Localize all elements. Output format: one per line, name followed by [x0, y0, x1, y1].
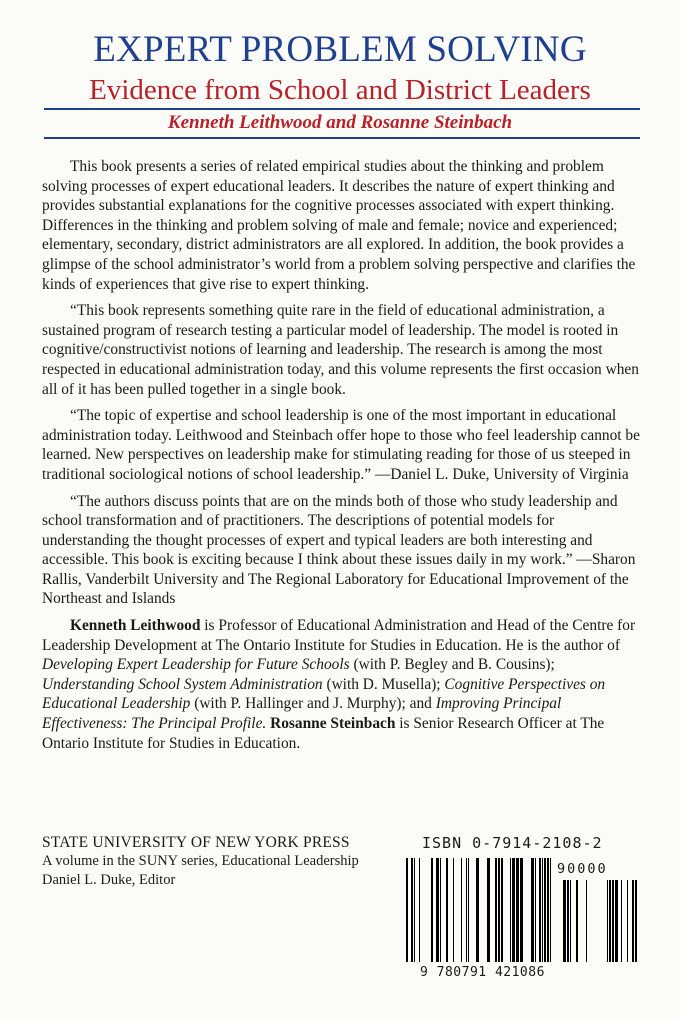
barcode-bar — [431, 858, 433, 962]
review-quote-1: “This book represents something quite rare in the field of educational administration, a sustained program of research testing a particular model of leadership. The model is rooted in cognitive/constructivist notions of learning and leadership. The research is among the most respected in educational administration today, and this volume represents the first occasion when all of it has been pulled together in a single book. — [42, 302, 639, 398]
barcode-bar — [440, 858, 441, 962]
barcode-bar — [576, 880, 578, 962]
barcode-bar — [510, 858, 511, 962]
barcode-bar — [621, 880, 622, 962]
barcode-bar — [535, 858, 536, 962]
editor-line: Daniel L. Duke, Editor — [42, 872, 176, 888]
review-quote-3: “The authors discuss points that are on the minds both of those who study leadership and school transformation and of practitioners. The descriptions of potential models for understanding the thought processes of expert and typical leaders are both interesting and accessible. This book is exciting because I think about these issues daily in my work.” —Sharon Rallis, Vanderbilt University and The Regional Laboratory for Educational Improvement of the Northeast and Islands — [42, 492, 636, 608]
barcode-bar — [498, 858, 500, 962]
barcode-bar — [406, 858, 408, 962]
barcode-bar — [609, 880, 611, 962]
ean-number: 9 780791 421086 — [420, 965, 545, 980]
barcode-bar — [615, 880, 618, 962]
barcode-bar — [453, 858, 454, 962]
back-cover-text — [42, 157, 642, 760]
barcode-area — [404, 834, 641, 984]
barcode-bar — [531, 858, 534, 962]
barcode-bar — [547, 858, 549, 962]
barcode-bar — [520, 858, 523, 962]
barcode-bar — [495, 858, 497, 962]
barcode-bar — [635, 880, 637, 962]
barcode-bar — [476, 858, 479, 962]
barcode-bar — [563, 880, 566, 962]
series-line: A volume in the SUNY series, Educational Leadership — [42, 853, 359, 869]
barcode-bar — [461, 858, 462, 962]
title-rule-top — [44, 108, 640, 110]
barcode-bar — [544, 858, 546, 962]
review-quote-2: “The topic of expertise and school leadership is one of the most important in educational administration today. Leithwood and Steinbach offer hope to those who feel leadership cannot be learned. New perspectives on leadership make for stimulating reading for those of us steeped in traditional sociological notions of school leadership.” —Daniel L. Duke, University of Virginia — [42, 407, 640, 483]
barcode-bar — [436, 858, 439, 962]
barcode-bar — [627, 880, 628, 962]
title-rule-bottom — [44, 137, 640, 139]
author-name-2: Rosanne Steinbach — [270, 715, 396, 733]
barcode-bar — [586, 880, 587, 962]
book-subtitle: Evidence from School and District Leaders — [89, 74, 591, 106]
barcode-bar — [570, 880, 571, 962]
author-name-1: Kenneth Leithwood — [70, 617, 201, 635]
barcode-bar — [612, 880, 614, 962]
barcode-bar — [446, 858, 448, 962]
isbn-label: ISBN 0-7914-2108-2 — [422, 834, 603, 852]
barcode-bar — [607, 880, 608, 962]
barcode-bar — [419, 858, 420, 962]
book-ref-3: Cognitive Perspectives on Educational Leadership — [42, 675, 606, 713]
publisher-name: STATE UNIVERSITY OF NEW YORK PRESS — [42, 834, 350, 851]
price-code: 90000 — [557, 861, 608, 877]
barcode-bar — [542, 858, 543, 962]
barcode-bar — [632, 880, 634, 962]
publisher-block — [42, 833, 402, 890]
book-authors: Kenneth Leithwood and Rosanne Steinbach — [167, 112, 513, 133]
barcode-bar — [550, 858, 551, 962]
book-title: EXPERT PROBLEM SOLVING — [93, 29, 587, 70]
barcode-bar — [414, 858, 415, 962]
book-ref-1: Developing Expert Leadership for Future Schools — [42, 656, 350, 674]
book-ref-2: Understanding School System Administration — [42, 675, 323, 693]
barcode-bar — [487, 858, 490, 962]
book-ref-4: Improving Principal Effectiveness: The Principal Profile. — [42, 695, 562, 733]
barcode-bar — [466, 858, 467, 962]
barcode-bar — [411, 858, 413, 962]
barcode-bar — [501, 858, 503, 962]
barcode-bar — [539, 858, 541, 962]
barcode-bar — [468, 858, 469, 962]
barcode-bar — [567, 880, 569, 962]
author-bio: Kenneth Leithwood is Professor of Educational Administration and Head of the Centre for Leadership Development at The Ontario Institute for Studies in Education. He is the author of Developing Expert Leadership for Future Schools (with P. Begley and B. Cousins); Understanding School System Administration (with D. Musella); Cognitive Perspectives on Educational Leadership (with P. Hallinger and J. Murphy); and Improving Principal Effectiveness: The Principal Profile. Rosanne Steinbach is Senior Research Officer at The Ontario Institute for Studies in Education. — [42, 617, 636, 752]
barcode-bar — [516, 858, 519, 962]
barcode-bar — [512, 858, 515, 962]
description-paragraph: This book presents a series of related empirical studies about the thinking and problem solving processes of expert educational leaders. It describes the nature of expert thinking and provides substantial explanations for the cognitive processes associated with expert thinking. Differences in the thinking and problem solving of male and female; novice and experienced; elementary, secondary, district administrators are all explored. In addition, the book provides a glimpse of the school administrator’s world from a problem solving perspective and clarifies the kinds of experiences that give rise to expert thinking. — [42, 158, 636, 293]
